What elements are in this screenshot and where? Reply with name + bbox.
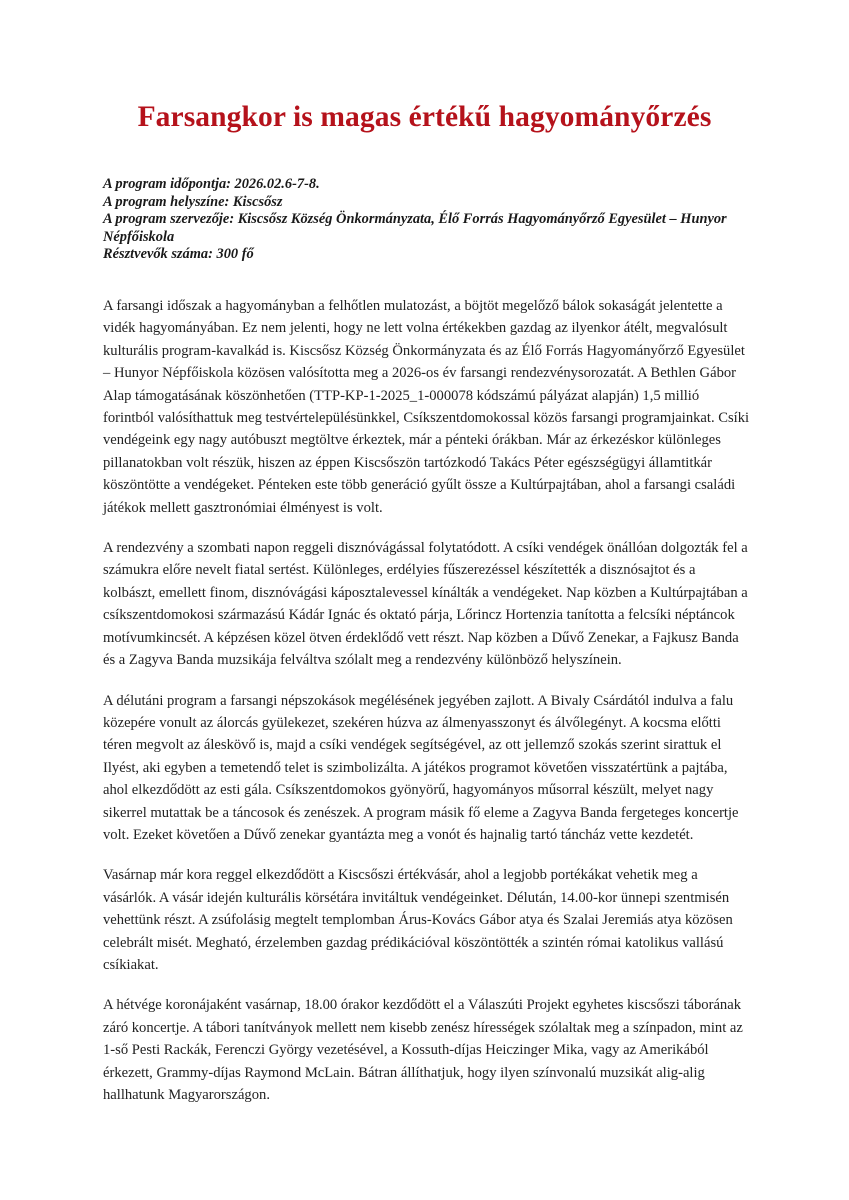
article-body [103, 295, 751, 1124]
paragraph-sunday-concert: A hétvége koronájaként vasárnap, 18.00 órakor kezdődött el a Válaszúti Projekt egyhetes kiscsőszi táborának záró koncertje. A tábori tanítványok mellett nem kisebb zenész hírességek szólaltak meg a színpadon, mint az 1-ső Pesti Rackák, Ferenczi György vezetésével, a Kossuth-díjas Heiczinger Mika, vagy az Amerikából érkezett, Grammy-díjas Raymond McLain. Bátran állíthatjuk, hogy ilyen színvonalú muzsikát alig-alig hallhatunk Magyarországon. [103, 997, 743, 1103]
paragraph-saturday-afternoon: A délutáni program a farsangi népszokások megélésének jegyében zajlott. A Bivaly Csárdától indulva a falu közepére vonult az álorcás gyülekezet, szekéren húzva az álmenyasszonyt és álvőlegényt. A kocsma előtti téren megvolt az áleskövő is, majd a csíki vendégek segítségével, az ott jellemző szokás szerint sirattuk el Ilyést, aki egyben a temetendő telet is szimbolizálta. A játékos programot követően visszatértünk a pajtába, ahol elkezdődött az esti gála. Csíkszentdomokos gyönyörű, hagyományos műsorral készült, melyet nagy sikerrel mutattak be a táncosok és zenészek. A program másik fő eleme a Zagyva Banda fergeteges koncertje volt. Ezeket követően a Dűvő zenekar gyantázta meg a vonót és hajnalig tartó táncház vette kezdetét. [103, 692, 739, 843]
program-info-block [103, 176, 751, 264]
participant-count: Résztvevők száma: 300 fő [103, 246, 254, 262]
program-date: A program időpontja: 2026.02.6-7-8. [103, 176, 320, 192]
paragraph-friday: A farsangi időszak a hagyományban a felhőtlen mulatozást, a böjtöt megelőző bálok sokaságát jelentette a vidék hagyományában. Ez nem jelenti, hogy ne lett volna értékekben gazdag az ilyenkor átélt, megvalósult kulturális program-kavalkád is. Kiscsősz Község Önkormányzata és az Élő Forrás Hagyományőrző Egyesület – Hunyor Népfőiskola közösen valósította meg a 2026-os év farsangi rendezvénysorozatát. A Bethlen Gábor Alap támogatásának köszönhetően (TTP-KP-1-2025_1-000078 kódszámú pályázat alapján) 1,5 millió forintból valósíthattuk meg testvértelepülésünkkel, Csíkszentdomokossal közös farsangi programjainkat. Csíki vendégeink egy nagy autóbuszt megtöltve érkeztek, már a pénteki órákban. Már az érkezéskor különleges pillanatokban volt részük, hiszen az éppen Kiscsőszön tartózkodó Takács Péter egészségügyi államtitkár köszöntötte a vendégeket. Pénteken este több generáció gyűlt össze a Kultúrpajtában, ahol a farsangi családi játékok mellett gasztronómiai élményest is volt. [103, 298, 750, 516]
program-organizer: A program szervezője: Kiscsősz Község Önkormányzata, Élő Forrás Hagyományőrző Egyesület – Hunyor Népfőiskola [103, 211, 727, 245]
program-location: A program helyszíne: Kiscsősz [103, 193, 283, 210]
paragraph-sunday-fair: Vasárnap már kora reggel elkezdődött a Kiscsőszi értékvásár, ahol a legjobb portékákat vehetik meg a vásárlók. A vásár idején kulturális körsétára invitáltuk vendégeinket. Délután, 14.00-kor ünnepi szentmisén vehettünk részt. A zsúfolásig megtelt templomban Árus-Kovács Gábor atya és Szalai Jeremiás atya közösen celebrált misét. Megható, érzelemben gazdag prédikációval köszöntötték a szintén római katolikus vallású csíkiakat. [103, 867, 733, 973]
paragraph-saturday-morning: A rendezvény a szombati napon reggeli disznóvágással folytatódott. A csíki vendégek önállóan dolgozták fel a számukra előre nevelt fiatal sertést. Különleges, erdélyies fűszerezéssel készítették a disznósajtot és a kolbászt, emellett finom, disznóvágási káposztalevessel kínálták a vendégeket. Nap közben a Kultúrpajtában a csíkszentdomokosi származású Kádár Ignác és oktató párja, Lőrincz Hortenzia tanította a felcsíki néptáncok motívumkincsét. A képzésen közel ötven érdeklődő vett részt. Nap közben a Dűvő Zenekar, a Fajkusz Banda és a Zagyva Banda muzsikája felváltva szólalt meg a rendezvény különböző helyszínein. [103, 540, 748, 669]
document-title: Farsangkor is magas értékű hagyományőrzés [137, 101, 712, 133]
